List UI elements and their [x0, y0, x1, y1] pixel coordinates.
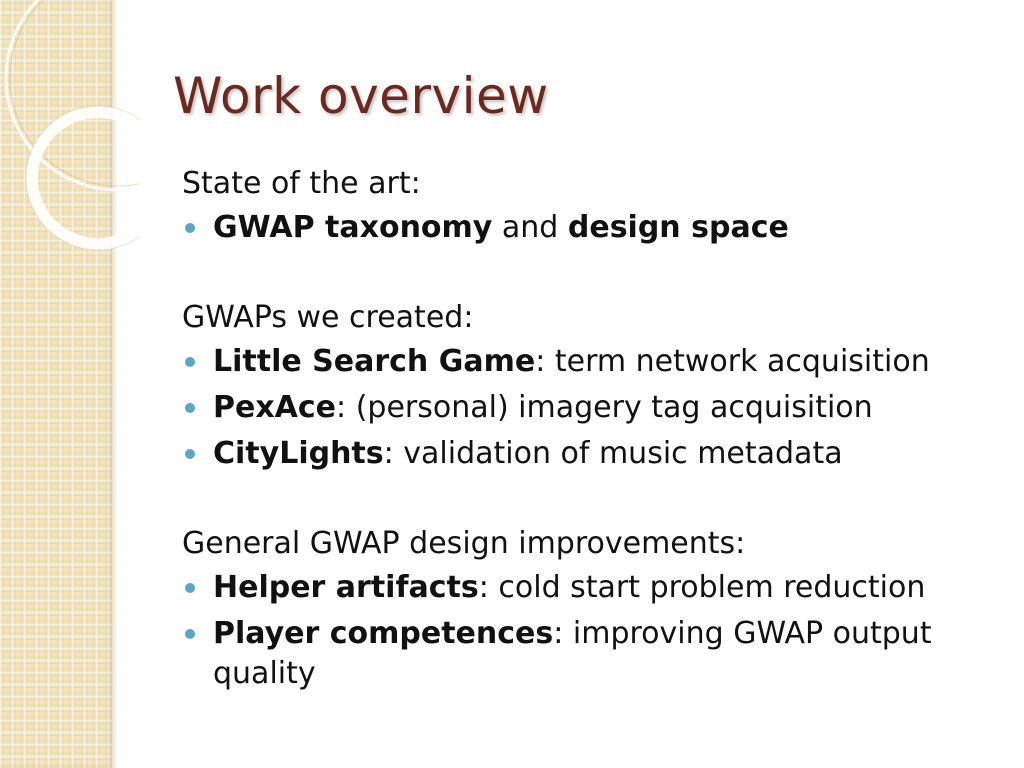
bullet-text: : improving GWAP output quality: [213, 616, 932, 691]
section-heading-state-of-the-art: State of the art:: [182, 166, 421, 201]
bullet-bold-text: Little Search Game: [213, 344, 536, 379]
bullet-little-search-game: [182, 342, 1002, 386]
bullet-bold-text: Helper artifacts: [213, 570, 479, 605]
bullet-gwap-taxonomy: [182, 208, 1002, 252]
bullet-dot-icon: [185, 583, 195, 593]
slide-title: Work overview: [173, 67, 549, 125]
section-heading-design-improvements: General GWAP design improvements:: [182, 526, 746, 561]
bullet-dot-icon: [185, 403, 195, 413]
bullet-dot-icon: [185, 629, 195, 639]
bullet-bold-text: GWAP taxonomy: [213, 210, 493, 245]
section-spacer: [182, 252, 1002, 298]
bullet-text: : validation of music metadata: [383, 436, 843, 471]
section-spacer: [182, 478, 1002, 524]
bullet-bold-text: PexAce: [213, 390, 337, 425]
bullet-bold-text: CityLights: [213, 436, 384, 471]
bullet-bold-text: design space: [567, 210, 789, 245]
bullet-text: and: [492, 210, 568, 245]
bullet-helper-artifacts: [182, 568, 1002, 612]
section-heading-gwaps-created: GWAPs we created:: [182, 300, 474, 335]
bullet-bold-text: Player competences: [213, 616, 554, 651]
bullet-pexace: [182, 388, 1002, 432]
bullet-player-competences: [182, 614, 1002, 694]
decorative-circles: [0, 0, 140, 260]
bullet-text: : term network acquisition: [535, 344, 930, 379]
bullet-citylights: [182, 434, 1002, 478]
bullet-dot-icon: [185, 449, 195, 459]
bullet-text: : cold start problem reduction: [478, 570, 926, 605]
slide-content: [182, 164, 1002, 694]
bullet-text: : (personal) imagery tag acquisition: [336, 390, 873, 425]
bullet-dot-icon: [185, 223, 195, 233]
bullet-dot-icon: [185, 357, 195, 367]
